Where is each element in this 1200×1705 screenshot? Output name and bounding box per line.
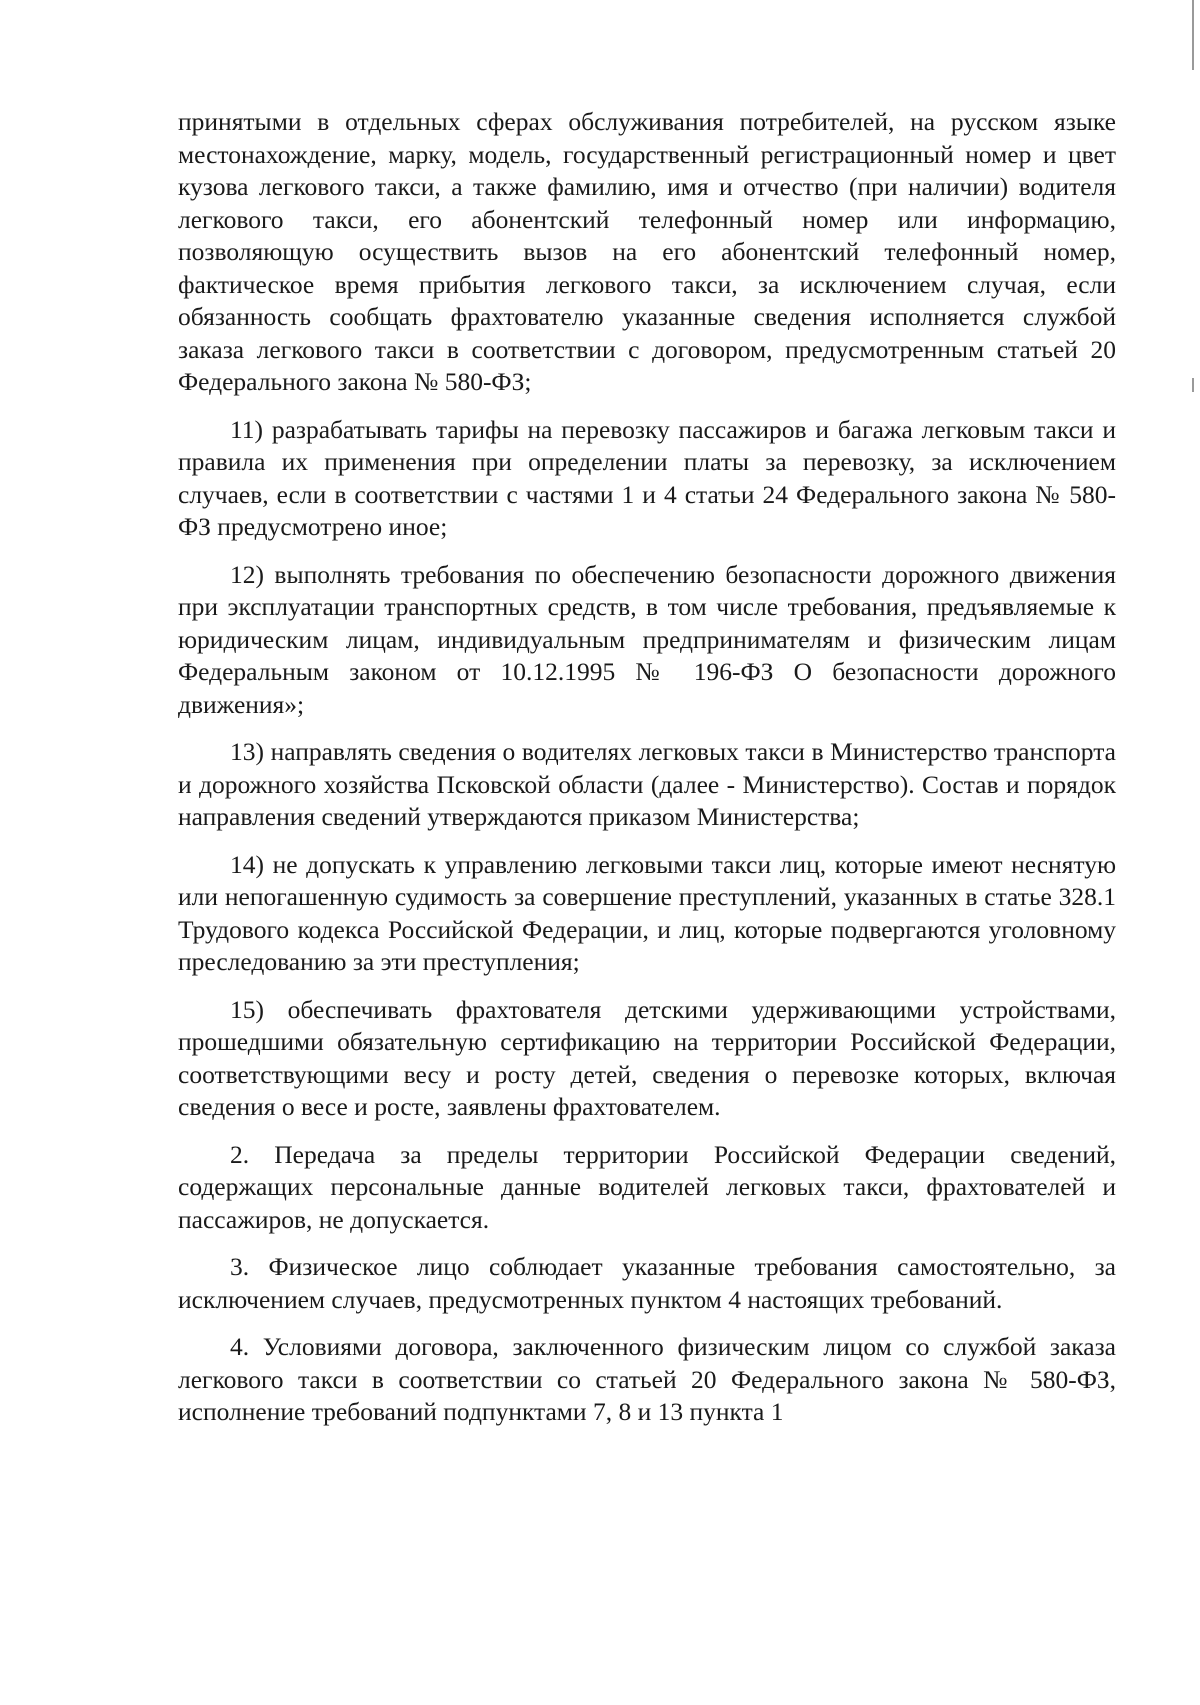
- paragraph-point-4: 4. Условиями договора, заключенного физическим лицом со службой заказа легкового такси в соответствии со статьей 20 Федерального закона № 580-ФЗ, исполнение требований подпунктами 7, 8 и 13 пункта 1: [178, 1332, 1116, 1426]
- paragraph-item-12: 12) выполнять требования по обеспечению безопасности дорожного движения при эксплуатации транспортных средств, в том числе требования, предъявляемые к юридическим лицам, индивидуальным предпринимателям и физическим лицам Федеральным законом от 10.12.1995 № 196-ФЗ О безопасности дорожного движения»;: [178, 559, 1116, 719]
- scan-edge-mark: [1192, 378, 1194, 392]
- paragraph-item-14: 14) не допускать к управлению легковыми такси лиц, которые имеют неснятую или непогашенную судимость за совершение преступлений, указанных в статье 328.1 Трудового кодекса Российской Федерации, и лиц, которые подвергаются уголовному преследованию за эти преступления;: [178, 849, 1116, 976]
- paragraph-item-13: 13) направлять сведения о водителях легковых такси в Министерство транспорта и дорожного хозяйства Псковской области (далее - Министерство). Состав и порядок направления сведений утверждаются приказом Министерства;: [178, 737, 1116, 831]
- paragraph-point-3: 3. Физическое лицо соблюдает указанные требования самостоятельно, за исключением случаев, предусмотренных пунктом 4 настоящих требований.: [178, 1252, 1116, 1314]
- paragraph-item-11: 11) разрабатывать тарифы на перевозку пассажиров и багажа легковым такси и правила их применения при определении платы за перевозку, за исключением случаев, если в соответствии с частями 1 и 4 статьи 24 Федерального закона № 580-ФЗ предусмотрено иное;: [178, 414, 1116, 541]
- document-page: [178, 106, 1116, 1429]
- paragraph-continuation: принятыми в отдельных сферах обслуживания потребителей, на русском языке местонахождение, марку, модель, государственный регистрационный номер и цвет кузова легкового такси, а также фамилию, имя и отчество (при наличии) водителя легкового такси, его абонентский телефонный номер или информацию, позволяющую осуществить вызов на его абонентский телефонный номер, фактическое время прибытия легкового такси, за исключением случая, если обязанность сообщать фрахтователю указанные сведения исполняется службой заказа легкового такси в соответствии с договором, предусмотренным статьей 20 Федерального закона № 580-ФЗ;: [178, 107, 1116, 396]
- paragraph-point-2: 2. Передача за пределы территории Российской Федерации сведений, содержащих персональные данные водителей легковых такси, фрахтователей и пассажиров, не допускается.: [178, 1139, 1116, 1234]
- scan-edge-mark: [1192, 0, 1194, 70]
- paragraph-item-15: 15) обеспечивать фрахтователя детскими удерживающими устройствами, прошедшими обязательную сертификацию на территории Российской Федерации, соответствующими весу и росту детей, сведения о перевозке которых, включая сведения о весе и росте, заявлены фрахтователем.: [178, 994, 1116, 1121]
